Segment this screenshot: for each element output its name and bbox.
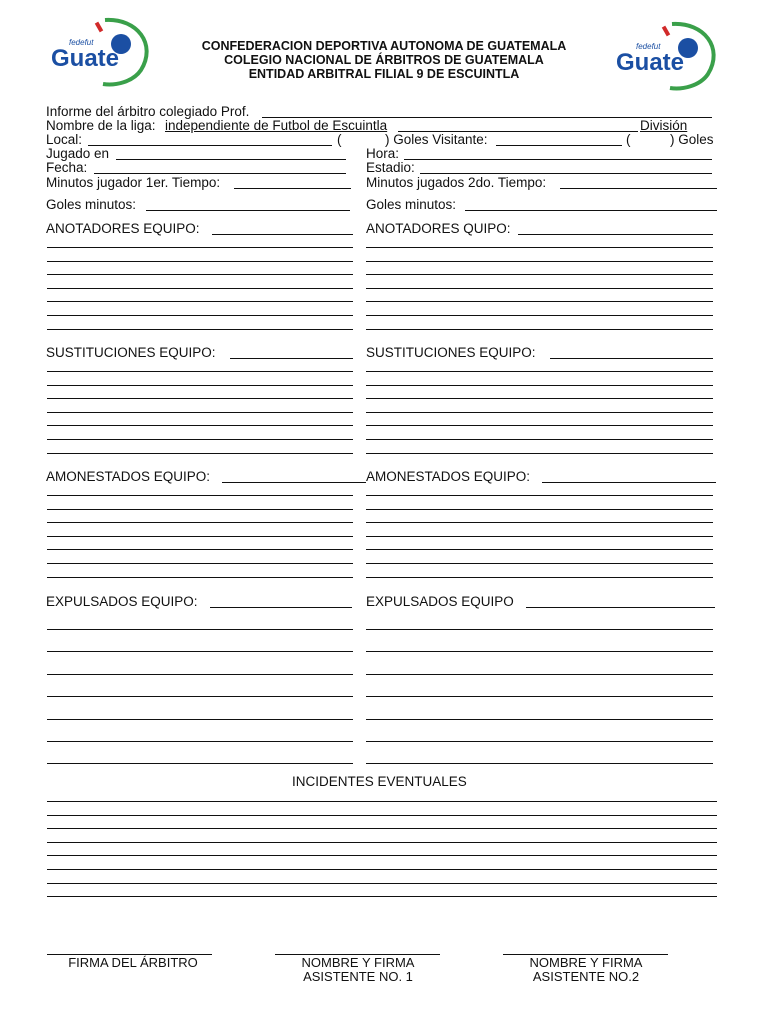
expulsados-right-line[interactable] bbox=[366, 741, 713, 742]
expulsados-left-line[interactable] bbox=[47, 719, 353, 720]
incidentes-line[interactable] bbox=[47, 828, 717, 829]
informe-label: Informe del árbitro colegiado Prof. bbox=[46, 104, 250, 119]
amonestados-right-line[interactable] bbox=[366, 522, 713, 523]
sustituciones-left-line[interactable] bbox=[47, 385, 353, 386]
visitante-field[interactable] bbox=[496, 145, 622, 146]
amonestados-right-line[interactable] bbox=[366, 549, 713, 550]
incidentes-line[interactable] bbox=[47, 801, 717, 802]
expulsados-left-line[interactable] bbox=[47, 674, 353, 675]
fecha-label: Fecha: bbox=[46, 160, 88, 175]
anotadores-right-line[interactable] bbox=[366, 247, 713, 248]
logo-main-text: Guate bbox=[616, 49, 685, 76]
hora-field[interactable] bbox=[404, 159, 712, 160]
nombre-firma-label-1: NOMBRE Y FIRMA bbox=[301, 955, 415, 970]
amonestados-left-line[interactable] bbox=[47, 495, 353, 496]
goles-minutos-field-left[interactable] bbox=[146, 210, 350, 211]
jugado-en-field[interactable] bbox=[116, 159, 346, 160]
amonestados-right-line[interactable] bbox=[366, 495, 713, 496]
sustituciones-left-line[interactable] bbox=[47, 425, 353, 426]
fecha-field[interactable] bbox=[94, 173, 346, 174]
amonestados-right-line[interactable] bbox=[366, 577, 713, 578]
anotadores-left-line[interactable] bbox=[47, 329, 353, 330]
sustituciones-right-line[interactable] bbox=[366, 439, 713, 440]
local-label: Local: bbox=[46, 132, 83, 147]
expulsados-heading-left: EXPULSADOS EQUIPO: bbox=[46, 594, 198, 609]
firma-arbitro-label: FIRMA DEL ÁRBITRO bbox=[68, 955, 198, 970]
paren-open-2: ( bbox=[626, 132, 631, 147]
anotadores-left-line[interactable] bbox=[47, 301, 353, 302]
anotadores-right-line[interactable] bbox=[366, 274, 713, 275]
amonestados-left-line[interactable] bbox=[47, 549, 353, 550]
goles-visitante-label: ) Goles Visitante: bbox=[385, 132, 488, 147]
anotadores-right-line[interactable] bbox=[366, 329, 713, 330]
incidentes-line[interactable] bbox=[47, 869, 717, 870]
expulsados-left-line[interactable] bbox=[47, 763, 353, 764]
incidentes-heading: INCIDENTES EVENTUALES bbox=[292, 774, 467, 789]
amonestados-heading-field-right[interactable] bbox=[542, 482, 716, 483]
min-1er-label: Minutos jugador 1er. Tiempo: bbox=[46, 175, 221, 190]
anotadores-left-line[interactable] bbox=[47, 247, 353, 248]
sustituciones-left-line[interactable] bbox=[47, 453, 353, 454]
incidentes-line[interactable] bbox=[47, 883, 717, 884]
anotadores-right-line[interactable] bbox=[366, 261, 713, 262]
asistente-2-label: ASISTENTE NO.2 bbox=[532, 969, 640, 984]
liga-label: Nombre de la liga: bbox=[46, 118, 156, 133]
local-field[interactable] bbox=[88, 145, 332, 146]
fedefut-logo-right bbox=[612, 18, 722, 93]
anotadores-heading-right: ANOTADORES QUIPO: bbox=[366, 221, 511, 236]
expulsados-right-line[interactable] bbox=[366, 719, 713, 720]
header-line-3: ENTIDAD ARBITRAL FILIAL 9 DE ESCUINTLA bbox=[248, 67, 520, 81]
expulsados-left-line[interactable] bbox=[47, 629, 353, 630]
expulsados-left-line[interactable] bbox=[47, 696, 353, 697]
sustituciones-right-line[interactable] bbox=[366, 371, 713, 372]
paren-open-1: ( bbox=[337, 132, 342, 147]
goles-minutos-label-right: Goles minutos: bbox=[366, 197, 457, 212]
estadio-label: Estadio: bbox=[366, 160, 415, 175]
expulsados-right-line[interactable] bbox=[366, 763, 713, 764]
logo-small-text: fedefut bbox=[636, 42, 661, 51]
sustituciones-heading-field-left[interactable] bbox=[230, 358, 353, 359]
header-line-2: COLEGIO NACIONAL DE ÁRBITROS DE GUATEMALA bbox=[224, 53, 544, 67]
expulsados-heading-field-right[interactable] bbox=[526, 607, 715, 608]
header-line-1: CONFEDERACION DEPORTIVA AUTONOMA DE GUATEMALA bbox=[201, 39, 567, 53]
anotadores-right-line[interactable] bbox=[366, 301, 713, 302]
goles-minutos-label-left: Goles minutos: bbox=[46, 197, 137, 212]
anotadores-heading-field-left[interactable] bbox=[212, 234, 353, 235]
estadio-field[interactable] bbox=[420, 173, 712, 174]
min-2do-field[interactable] bbox=[560, 188, 717, 189]
fedefut-logo-left bbox=[45, 14, 155, 89]
division-label: División bbox=[640, 118, 688, 133]
anotadores-heading-field-right[interactable] bbox=[518, 234, 713, 235]
jugado-en-label: Jugado en bbox=[46, 146, 110, 161]
anotadores-left-line[interactable] bbox=[47, 315, 353, 316]
anotadores-left-line[interactable] bbox=[47, 274, 353, 275]
amonestados-heading-left: AMONESTADOS EQUIPO: bbox=[46, 469, 211, 484]
sustituciones-heading-left: SUSTITUCIONES EQUIPO: bbox=[46, 345, 216, 360]
asistente-1-label: ASISTENTE NO. 1 bbox=[303, 969, 413, 984]
expulsados-left-line[interactable] bbox=[47, 651, 353, 652]
sustituciones-left-line[interactable] bbox=[47, 398, 353, 399]
logo-main-text: Guate bbox=[51, 45, 120, 72]
amonestados-heading-field-left[interactable] bbox=[222, 482, 366, 483]
amonestados-right-line[interactable] bbox=[366, 536, 713, 537]
sustituciones-right-line[interactable] bbox=[366, 398, 713, 399]
incidentes-line[interactable] bbox=[47, 842, 717, 843]
amonestados-left-line[interactable] bbox=[47, 563, 353, 564]
anotadores-left-line[interactable] bbox=[47, 261, 353, 262]
sustituciones-heading-right: SUSTITUCIONES EQUIPO: bbox=[366, 345, 536, 360]
anotadores-right-line[interactable] bbox=[366, 288, 713, 289]
min-1er-field[interactable] bbox=[234, 188, 351, 189]
anotadores-left-line[interactable] bbox=[47, 288, 353, 289]
anotadores-heading-left: ANOTADORES EQUIPO: bbox=[46, 221, 200, 236]
goles-end-label: ) Goles bbox=[670, 132, 714, 147]
anotadores-right-line[interactable] bbox=[366, 315, 713, 316]
amonestados-right-line[interactable] bbox=[366, 563, 713, 564]
logo-small-text: fedefut bbox=[69, 38, 94, 47]
sustituciones-right-line[interactable] bbox=[366, 425, 713, 426]
sustituciones-right-line[interactable] bbox=[366, 412, 713, 413]
sustituciones-right-line[interactable] bbox=[366, 453, 713, 454]
amonestados-left-line[interactable] bbox=[47, 536, 353, 537]
sustituciones-right-line[interactable] bbox=[366, 385, 713, 386]
sustituciones-heading-field-right[interactable] bbox=[550, 358, 713, 359]
liga-value[interactable]: independiente de Futbol de Escuintla bbox=[165, 118, 388, 133]
amonestados-left-line[interactable] bbox=[47, 522, 353, 523]
amonestados-heading-right: AMONESTADOS EQUIPO: bbox=[366, 469, 531, 484]
expulsados-right-line[interactable] bbox=[366, 696, 713, 697]
expulsados-right-line[interactable] bbox=[366, 651, 713, 652]
incidentes-line[interactable] bbox=[47, 815, 717, 816]
min-2do-label: Minutos jugados 2do. Tiempo: bbox=[366, 175, 547, 190]
sustituciones-left-line[interactable] bbox=[47, 439, 353, 440]
sustituciones-left-line[interactable] bbox=[47, 371, 353, 372]
expulsados-heading-right: EXPULSADOS EQUIPO bbox=[366, 594, 514, 609]
amonestados-left-line[interactable] bbox=[47, 509, 353, 510]
expulsados-right-line[interactable] bbox=[366, 629, 713, 630]
incidentes-line[interactable] bbox=[47, 855, 717, 856]
sustituciones-left-line[interactable] bbox=[47, 412, 353, 413]
expulsados-heading-field-left[interactable] bbox=[210, 607, 352, 608]
nombre-firma-label-2: NOMBRE Y FIRMA bbox=[529, 955, 643, 970]
hora-label: Hora: bbox=[366, 146, 400, 161]
goles-minutos-field-right[interactable] bbox=[465, 210, 717, 211]
amonestados-left-line[interactable] bbox=[47, 577, 353, 578]
amonestados-right-line[interactable] bbox=[366, 509, 713, 510]
expulsados-right-line[interactable] bbox=[366, 674, 713, 675]
incidentes-line[interactable] bbox=[47, 896, 717, 897]
expulsados-left-line[interactable] bbox=[47, 741, 353, 742]
